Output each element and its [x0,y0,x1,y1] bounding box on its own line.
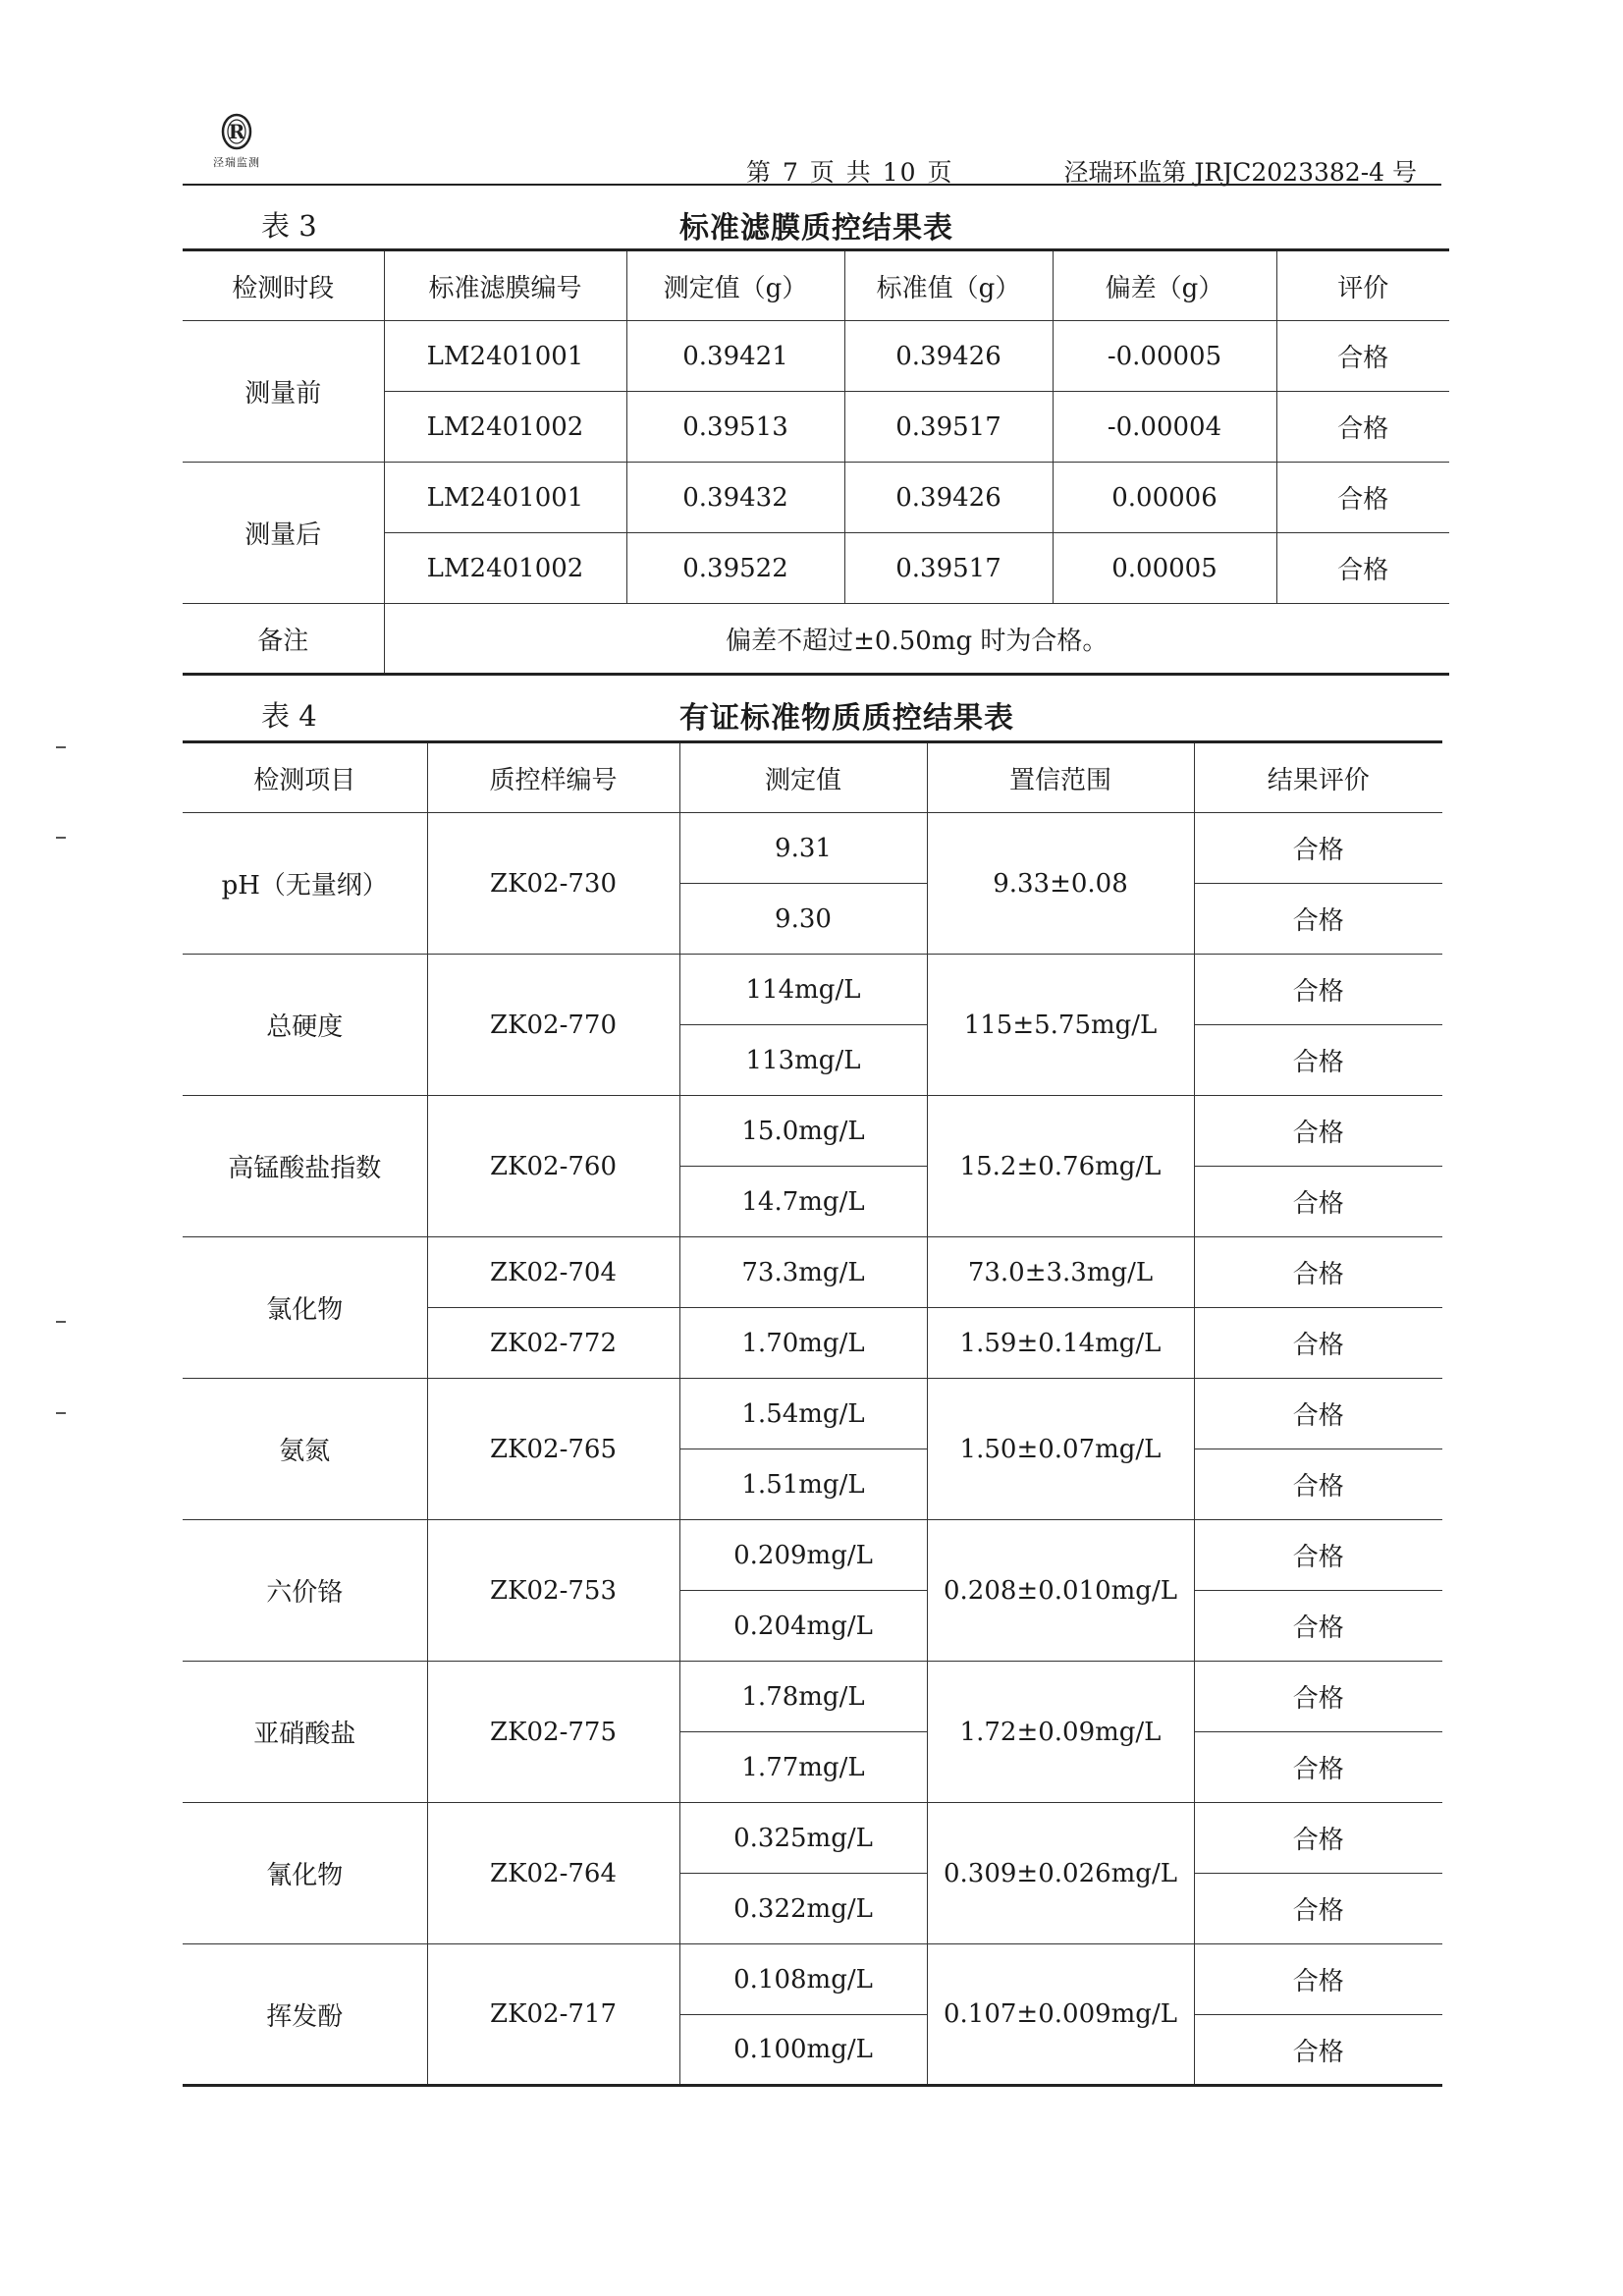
evaluation-cell: 合格 [1276,321,1449,392]
column-header: 测定值 [679,742,927,813]
item-name-cell: 亚硝酸盐 [183,1662,427,1803]
measured-cell: 0.322mg/L [679,1874,927,1944]
column-header: 测定值（g） [626,250,844,321]
measured-cell: 14.7mg/L [679,1167,927,1237]
period-cell: 测量后 [183,463,384,604]
table-row [183,1520,1442,1591]
item-name-cell: 挥发酚 [183,1944,427,2086]
measured-cell: 1.77mg/L [679,1732,927,1803]
table-row [183,1803,1442,1874]
range-cell: 9.33±0.08 [927,813,1194,955]
column-header: 标准值（g） [844,250,1053,321]
evaluation-cell: 合格 [1194,1944,1442,2015]
table4-title: 有证标准物质质控结果表 [679,701,1014,736]
measured-cell: 0.39513 [626,392,844,463]
company-logo [206,110,267,170]
qc-code-cell: ZK02-717 [427,1944,679,2086]
column-header: 结果评价 [1194,742,1442,813]
table3-title: 标准滤膜质控结果表 [679,211,953,246]
table-row [183,1237,1442,1308]
measured-cell: 9.31 [679,813,927,884]
range-cell: 1.50±0.07mg/L [927,1379,1194,1520]
filter-id-cell: LM2401001 [384,463,626,533]
evaluation-cell: 合格 [1194,955,1442,1025]
qc-code-cell: ZK02-704 [427,1237,679,1308]
item-name-cell: 氰化物 [183,1803,427,1944]
standard-cell: 0.39517 [844,533,1053,604]
column-header: 评价 [1276,250,1449,321]
measured-cell: 0.209mg/L [679,1520,927,1591]
deviation-cell: 0.00005 [1053,533,1276,604]
evaluation-cell: 合格 [1194,1308,1442,1379]
table-header-row [183,250,1449,321]
table-row [183,813,1442,884]
qc-code-cell: ZK02-753 [427,1520,679,1662]
remark-row [183,604,1449,675]
period-cell: 测量前 [183,321,384,463]
measured-cell: 114mg/L [679,955,927,1025]
qc-code-cell: ZK02-765 [427,1379,679,1520]
range-cell: 0.208±0.010mg/L [927,1520,1194,1662]
logo-text: 泾瑞监测 [213,156,260,169]
column-header: 检测项目 [183,742,427,813]
measured-cell: 73.3mg/L [679,1237,927,1308]
table-row [183,1379,1442,1449]
range-cell: 73.0±3.3mg/L [927,1237,1194,1308]
measured-cell: 0.204mg/L [679,1591,927,1662]
measured-cell: 9.30 [679,884,927,955]
evaluation-cell: 合格 [1276,463,1449,533]
evaluation-cell: 合格 [1194,1449,1442,1520]
evaluation-cell: 合格 [1194,1662,1442,1732]
filter-id-cell: LM2401002 [384,392,626,463]
standard-cell: 0.39426 [844,463,1053,533]
remark-label: 备注 [183,604,384,675]
deviation-cell: 0.00006 [1053,463,1276,533]
evaluation-cell: 合格 [1194,1591,1442,1662]
column-header: 检测时段 [183,250,384,321]
scan-mark [56,1321,66,1323]
qc-code-cell: ZK02-730 [427,813,679,955]
page-indicator: 第 7 页 共 10 页 [746,158,954,187]
certified-reference-qc-table [183,740,1442,2087]
measured-cell: 0.100mg/L [679,2015,927,2086]
qc-code-cell: ZK02-772 [427,1308,679,1379]
filter-id-cell: LM2401002 [384,533,626,604]
measured-cell: 0.108mg/L [679,1944,927,2015]
measured-cell: 0.325mg/L [679,1803,927,1874]
item-name-cell: 总硬度 [183,955,427,1096]
evaluation-cell: 合格 [1194,1025,1442,1096]
evaluation-cell: 合格 [1194,1237,1442,1308]
report-number: 泾瑞环监第 JRJC2023382-4 号 [1063,158,1417,187]
evaluation-cell: 合格 [1194,884,1442,955]
logo-mark-icon [206,110,267,153]
item-name-cell: 高锰酸盐指数 [183,1096,427,1237]
filter-membrane-qc-table [183,248,1449,676]
column-header: 质控样编号 [427,742,679,813]
measured-cell: 113mg/L [679,1025,927,1096]
svg-text:R: R [228,120,245,143]
range-cell: 1.59±0.14mg/L [927,1308,1194,1379]
qc-code-cell: ZK02-775 [427,1662,679,1803]
table-row [183,463,1449,533]
standard-cell: 0.39517 [844,392,1053,463]
evaluation-cell: 合格 [1194,1167,1442,1237]
column-header: 标准滤膜编号 [384,250,626,321]
deviation-cell: -0.00005 [1053,321,1276,392]
measured-cell: 1.54mg/L [679,1379,927,1449]
qc-code-cell: ZK02-764 [427,1803,679,1944]
evaluation-cell: 合格 [1194,1379,1442,1449]
measured-cell: 1.78mg/L [679,1662,927,1732]
range-cell: 0.107±0.009mg/L [927,1944,1194,2086]
range-cell: 115±5.75mg/L [927,955,1194,1096]
measured-cell: 0.39421 [626,321,844,392]
measured-cell: 1.70mg/L [679,1308,927,1379]
item-name-cell: 氯化物 [183,1237,427,1379]
standard-cell: 0.39426 [844,321,1053,392]
table-row [183,1096,1442,1167]
measured-cell: 15.0mg/L [679,1096,927,1167]
scan-mark [56,1412,66,1414]
qc-code-cell: ZK02-770 [427,955,679,1096]
measured-cell: 0.39522 [626,533,844,604]
column-header: 置信范围 [927,742,1194,813]
scan-mark [56,746,66,748]
range-cell: 15.2±0.76mg/L [927,1096,1194,1237]
range-cell: 0.309±0.026mg/L [927,1803,1194,1944]
measured-cell: 1.51mg/L [679,1449,927,1520]
item-name-cell: pH（无量纲） [183,813,427,955]
column-header: 偏差（g） [1053,250,1276,321]
header-divider [183,184,1441,186]
table-row [183,1944,1442,2015]
evaluation-cell: 合格 [1194,1874,1442,1944]
measured-cell: 0.39432 [626,463,844,533]
evaluation-cell: 合格 [1194,813,1442,884]
evaluation-cell: 合格 [1194,1732,1442,1803]
evaluation-cell: 合格 [1194,2015,1442,2086]
qc-code-cell: ZK02-760 [427,1096,679,1237]
table-row [183,1662,1442,1732]
evaluation-cell: 合格 [1276,392,1449,463]
evaluation-cell: 合格 [1194,1520,1442,1591]
filter-id-cell: LM2401001 [384,321,626,392]
scan-mark [56,837,66,839]
range-cell: 1.72±0.09mg/L [927,1662,1194,1803]
item-name-cell: 六价铬 [183,1520,427,1662]
evaluation-cell: 合格 [1276,533,1449,604]
evaluation-cell: 合格 [1194,1803,1442,1874]
table-row [183,321,1449,392]
deviation-cell: -0.00004 [1053,392,1276,463]
table3-label: 表 3 [261,209,317,243]
table4-label: 表 4 [261,699,317,733]
table-header-row [183,742,1442,813]
item-name-cell: 氨氮 [183,1379,427,1520]
table-row [183,955,1442,1025]
evaluation-cell: 合格 [1194,1096,1442,1167]
remark-text: 偏差不超过±0.50mg 时为合格。 [384,604,1449,675]
